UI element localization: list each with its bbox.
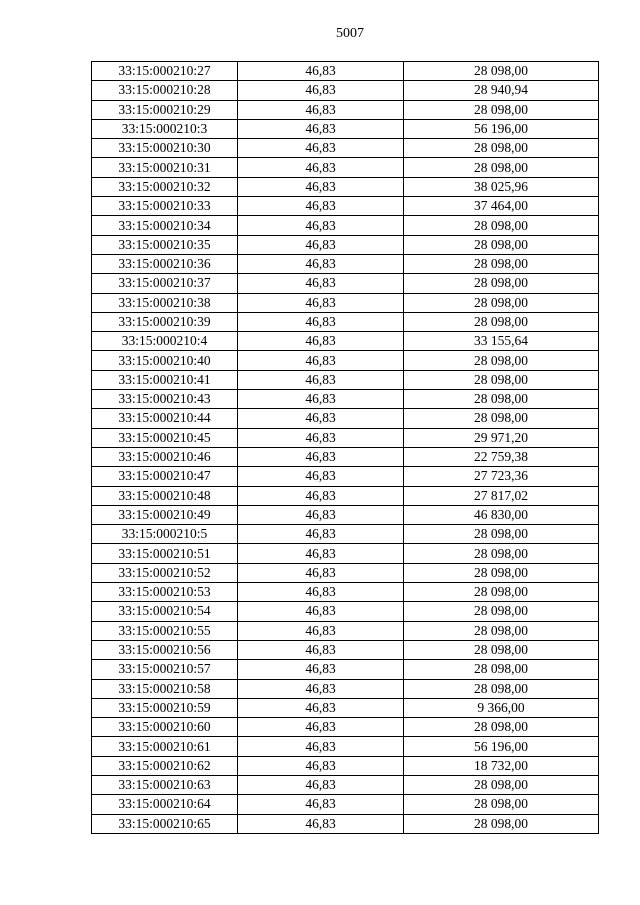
table-row <box>92 640 599 659</box>
rate-cell: 46,83 <box>238 81 404 100</box>
cadastral-number-cell: 33:15:000210:44 <box>92 409 238 428</box>
amount-cell: 28 098,00 <box>404 158 599 177</box>
amount-cell: 28 098,00 <box>404 563 599 582</box>
rate-cell: 46,83 <box>238 602 404 621</box>
table-row <box>92 467 599 486</box>
table-body <box>92 62 599 834</box>
amount-cell: 28 098,00 <box>404 139 599 158</box>
cadastral-number-cell: 33:15:000210:4 <box>92 332 238 351</box>
amount-cell: 28 098,00 <box>404 679 599 698</box>
cadastral-number-cell: 33:15:000210:60 <box>92 718 238 737</box>
table-row <box>92 312 599 331</box>
amount-cell: 28 098,00 <box>404 621 599 640</box>
amount-cell: 28 098,00 <box>404 583 599 602</box>
rate-cell: 46,83 <box>238 775 404 794</box>
rate-cell: 46,83 <box>238 814 404 833</box>
amount-cell: 28 098,00 <box>404 216 599 235</box>
table-row <box>92 274 599 293</box>
table-row <box>92 756 599 775</box>
rate-cell: 46,83 <box>238 312 404 331</box>
amount-cell: 28 098,00 <box>404 660 599 679</box>
table-row <box>92 158 599 177</box>
cadastral-number-cell: 33:15:000210:30 <box>92 139 238 158</box>
cadastral-number-cell: 33:15:000210:62 <box>92 756 238 775</box>
cadastral-number-cell: 33:15:000210:37 <box>92 274 238 293</box>
table-row <box>92 351 599 370</box>
cadastral-number-cell: 33:15:000210:3 <box>92 119 238 138</box>
table-row <box>92 486 599 505</box>
table-row <box>92 718 599 737</box>
rate-cell: 46,83 <box>238 139 404 158</box>
amount-cell: 28 098,00 <box>404 640 599 659</box>
cadastral-number-cell: 33:15:000210:55 <box>92 621 238 640</box>
table-row <box>92 390 599 409</box>
amount-cell: 28 098,00 <box>404 312 599 331</box>
rate-cell: 46,83 <box>238 62 404 81</box>
table-row <box>92 621 599 640</box>
rate-cell: 46,83 <box>238 718 404 737</box>
amount-cell: 28 940,94 <box>404 81 599 100</box>
rate-cell: 46,83 <box>238 197 404 216</box>
table-row <box>92 737 599 756</box>
amount-cell: 28 098,00 <box>404 235 599 254</box>
cadastral-number-cell: 33:15:000210:38 <box>92 293 238 312</box>
table-row <box>92 525 599 544</box>
amount-cell: 28 098,00 <box>404 718 599 737</box>
rate-cell: 46,83 <box>238 428 404 447</box>
rate-cell: 46,83 <box>238 544 404 563</box>
table-row <box>92 119 599 138</box>
table-row <box>92 814 599 833</box>
rate-cell: 46,83 <box>238 621 404 640</box>
cadastral-number-cell: 33:15:000210:36 <box>92 254 238 273</box>
amount-cell: 27 817,02 <box>404 486 599 505</box>
cadastral-number-cell: 33:15:000210:35 <box>92 235 238 254</box>
cadastral-number-cell: 33:15:000210:56 <box>92 640 238 659</box>
amount-cell: 9 366,00 <box>404 698 599 717</box>
amount-cell: 37 464,00 <box>404 197 599 216</box>
amount-cell: 28 098,00 <box>404 274 599 293</box>
cadastral-number-cell: 33:15:000210:53 <box>92 583 238 602</box>
rate-cell: 46,83 <box>238 583 404 602</box>
amount-cell: 28 098,00 <box>404 775 599 794</box>
amount-cell: 28 098,00 <box>404 254 599 273</box>
table-row <box>92 332 599 351</box>
amount-cell: 22 759,38 <box>404 447 599 466</box>
cadastral-number-cell: 33:15:000210:58 <box>92 679 238 698</box>
amount-cell: 28 098,00 <box>404 525 599 544</box>
table-row <box>92 563 599 582</box>
table-row <box>92 235 599 254</box>
cadastral-number-cell: 33:15:000210:57 <box>92 660 238 679</box>
table-row <box>92 177 599 196</box>
rate-cell: 46,83 <box>238 640 404 659</box>
cadastral-number-cell: 33:15:000210:64 <box>92 795 238 814</box>
amount-cell: 28 098,00 <box>404 814 599 833</box>
amount-cell: 33 155,64 <box>404 332 599 351</box>
table-row <box>92 370 599 389</box>
amount-cell: 46 830,00 <box>404 505 599 524</box>
table-row <box>92 660 599 679</box>
rate-cell: 46,83 <box>238 332 404 351</box>
cadastral-number-cell: 33:15:000210:33 <box>92 197 238 216</box>
table-row <box>92 216 599 235</box>
cadastral-number-cell: 33:15:000210:5 <box>92 525 238 544</box>
amount-cell: 27 723,36 <box>404 467 599 486</box>
rate-cell: 46,83 <box>238 100 404 119</box>
cadastral-number-cell: 33:15:000210:43 <box>92 390 238 409</box>
amount-cell: 28 098,00 <box>404 602 599 621</box>
amount-cell: 18 732,00 <box>404 756 599 775</box>
table-row <box>92 428 599 447</box>
table-row <box>92 679 599 698</box>
page-number: 5007 <box>336 26 364 41</box>
rate-cell: 46,83 <box>238 274 404 293</box>
rate-cell: 46,83 <box>238 158 404 177</box>
rate-cell: 46,83 <box>238 563 404 582</box>
rate-cell: 46,83 <box>238 467 404 486</box>
rate-cell: 46,83 <box>238 486 404 505</box>
amount-cell: 28 098,00 <box>404 100 599 119</box>
amount-cell: 56 196,00 <box>404 119 599 138</box>
rate-cell: 46,83 <box>238 235 404 254</box>
amount-cell: 38 025,96 <box>404 177 599 196</box>
table-row <box>92 81 599 100</box>
cadastral-number-cell: 33:15:000210:28 <box>92 81 238 100</box>
table-row <box>92 197 599 216</box>
table-row <box>92 795 599 814</box>
cadastral-number-cell: 33:15:000210:63 <box>92 775 238 794</box>
table-row <box>92 293 599 312</box>
cadastral-number-cell: 33:15:000210:39 <box>92 312 238 331</box>
cadastral-number-cell: 33:15:000210:59 <box>92 698 238 717</box>
cadastral-number-cell: 33:15:000210:40 <box>92 351 238 370</box>
cadastral-number-cell: 33:15:000210:49 <box>92 505 238 524</box>
amount-cell: 28 098,00 <box>404 409 599 428</box>
cadastral-number-cell: 33:15:000210:47 <box>92 467 238 486</box>
rate-cell: 46,83 <box>238 447 404 466</box>
rate-cell: 46,83 <box>238 660 404 679</box>
cadastral-number-cell: 33:15:000210:29 <box>92 100 238 119</box>
table-row <box>92 409 599 428</box>
data-table <box>91 61 599 834</box>
rate-cell: 46,83 <box>238 505 404 524</box>
table-row <box>92 544 599 563</box>
rate-cell: 46,83 <box>238 737 404 756</box>
table-row <box>92 139 599 158</box>
cadastral-number-cell: 33:15:000210:34 <box>92 216 238 235</box>
rate-cell: 46,83 <box>238 351 404 370</box>
amount-cell: 28 098,00 <box>404 293 599 312</box>
rate-cell: 46,83 <box>238 409 404 428</box>
amount-cell: 28 098,00 <box>404 370 599 389</box>
cadastral-number-cell: 33:15:000210:45 <box>92 428 238 447</box>
cadastral-number-cell: 33:15:000210:41 <box>92 370 238 389</box>
table-row <box>92 775 599 794</box>
amount-cell: 56 196,00 <box>404 737 599 756</box>
rate-cell: 46,83 <box>238 756 404 775</box>
table-row <box>92 447 599 466</box>
cadastral-number-cell: 33:15:000210:65 <box>92 814 238 833</box>
amount-cell: 29 971,20 <box>404 428 599 447</box>
rate-cell: 46,83 <box>238 370 404 389</box>
rate-cell: 46,83 <box>238 525 404 544</box>
table-row <box>92 100 599 119</box>
amount-cell: 28 098,00 <box>404 390 599 409</box>
cadastral-number-cell: 33:15:000210:51 <box>92 544 238 563</box>
rate-cell: 46,83 <box>238 293 404 312</box>
rate-cell: 46,83 <box>238 119 404 138</box>
table-row <box>92 62 599 81</box>
rate-cell: 46,83 <box>238 679 404 698</box>
cadastral-number-cell: 33:15:000210:61 <box>92 737 238 756</box>
amount-cell: 28 098,00 <box>404 795 599 814</box>
table-row <box>92 583 599 602</box>
cadastral-number-cell: 33:15:000210:52 <box>92 563 238 582</box>
cadastral-number-cell: 33:15:000210:32 <box>92 177 238 196</box>
table-row <box>92 505 599 524</box>
cadastral-number-cell: 33:15:000210:48 <box>92 486 238 505</box>
cadastral-number-cell: 33:15:000210:31 <box>92 158 238 177</box>
amount-cell: 28 098,00 <box>404 351 599 370</box>
cadastral-number-cell: 33:15:000210:27 <box>92 62 238 81</box>
rate-cell: 46,83 <box>238 698 404 717</box>
table-row <box>92 698 599 717</box>
amount-cell: 28 098,00 <box>404 544 599 563</box>
amount-cell: 28 098,00 <box>404 62 599 81</box>
rate-cell: 46,83 <box>238 795 404 814</box>
rate-cell: 46,83 <box>238 216 404 235</box>
rate-cell: 46,83 <box>238 390 404 409</box>
cadastral-number-cell: 33:15:000210:46 <box>92 447 238 466</box>
rate-cell: 46,83 <box>238 254 404 273</box>
table-row <box>92 602 599 621</box>
cadastral-number-cell: 33:15:000210:54 <box>92 602 238 621</box>
rate-cell: 46,83 <box>238 177 404 196</box>
table-row <box>92 254 599 273</box>
